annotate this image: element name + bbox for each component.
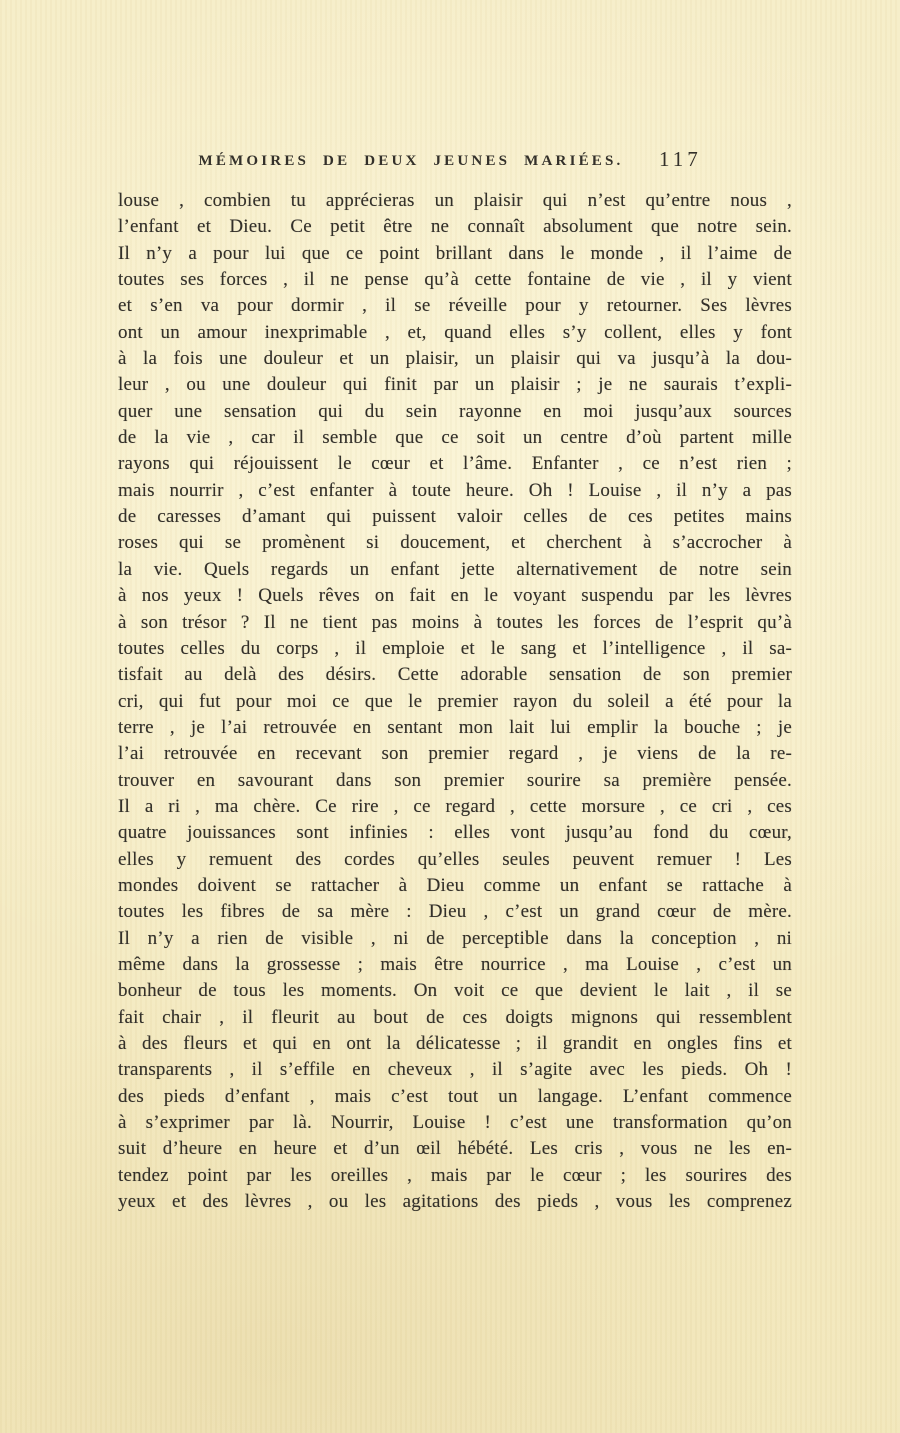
body-text-line: yeux et des lèvres , ou les agitations des pieds , vous les comprenez	[118, 1191, 792, 1213]
body-text-line: à son trésor ? Il ne tient pas moins à toutes les forces de l’esprit qu’à	[118, 611, 792, 633]
body-text-line: toutes les fibres de sa mère : Dieu , c’est un grand cœur de mère.	[118, 901, 792, 923]
body-text-line: mondes doivent se rattacher à Dieu comme un enfant se rattache à	[118, 874, 792, 896]
body-text-line: toutes ses forces , il ne pense qu’à cette fontaine de vie , il y vient	[118, 269, 792, 291]
body-text-line: même dans la grossesse ; mais être nourrice , ma Louise , c’est un	[118, 953, 792, 975]
body-text-line: roses qui se promènent si doucement, et cherchent à s’accrocher à	[118, 532, 792, 554]
body-text-line: suit d’heure en heure et d’un œil hébété. Les cris , vous ne les en-	[118, 1138, 792, 1160]
body-text-line: mais nourrir , c’est enfanter à toute heure. Oh ! Louise , il n’y a pas	[118, 479, 792, 501]
running-title: MÉMOIRES DE DEUX JEUNES MARIÉES.	[198, 153, 624, 169]
body-text-line: quer une sensation qui du sein rayonne en moi jusqu’aux sources	[118, 400, 792, 422]
body-text-line: terre , je l’ai retrouvée en sentant mon lait lui emplir la bouche ; je	[118, 716, 792, 738]
body-text-line: rayons qui réjouissent le cœur et l’âme. Enfanter , ce n’est rien ;	[118, 453, 792, 475]
body-text-line: l’ai retrouvée en recevant son premier regard , je viens de la re-	[118, 743, 792, 765]
body-text-line: transparents , il s’effile en cheveux , il s’agite avec les pieds. Oh !	[118, 1059, 792, 1081]
body-text-line: Il n’y a pour lui que ce point brillant dans le monde , il l’aime de	[118, 242, 792, 264]
body-text-line: la vie. Quels regards un enfant jette alternativement de notre sein	[118, 558, 792, 580]
body-text-line: à s’exprimer par là. Nourrir, Louise ! c’est une transformation qu’on	[118, 1112, 792, 1134]
body-text-line: à des fleurs et qui en ont la délicatesse ; il grandit en ongles fins et	[118, 1033, 792, 1054]
page-number: 117	[659, 147, 702, 171]
body-text-line: toutes celles du corps , il emploie et le sang et l’intelligence , il sa-	[118, 637, 792, 659]
body-text-line: quatre jouissances sont infinies : elles vont jusqu’au fond du cœur,	[118, 822, 792, 844]
body-text-line: tisfait au delà des désirs. Cette adorable sensation de son premier	[118, 664, 792, 686]
body-text-line: louse , combien tu apprécieras un plaisir qui n’est qu’entre nous ,	[118, 190, 792, 211]
page-header	[118, 149, 792, 179]
body-text-line: tendez point par les oreilles , mais par le cœur ; les sourires des	[118, 1164, 792, 1186]
body-text-line: des pieds d’enfant , mais c’est tout un langage. L’enfant commence	[118, 1085, 792, 1107]
body-text-line: bonheur de tous les moments. On voit ce que devient le lait , il se	[118, 980, 792, 1002]
body-text-line: de la vie , car il semble que ce soit un centre d’où partent mille	[118, 427, 792, 449]
body-text-line: l’enfant et Dieu. Ce petit être ne connaît absolument que notre sein.	[118, 216, 792, 238]
body-text-line: cri, qui fut pour moi ce que le premier rayon du soleil a été pour la	[118, 690, 792, 712]
body-text-line: ont un amour inexprimable , et, quand elles s’y collent, elles y font	[118, 321, 792, 343]
body-text-line: trouver en savourant dans son premier sourire sa première pensée.	[118, 769, 792, 791]
body-text-line: Il n’y a rien de visible , ni de perceptible dans la conception , ni	[118, 927, 792, 949]
body-text-line: Il a ri , ma chère. Ce rire , ce regard , cette morsure , ce cri , ces	[118, 795, 792, 817]
body-text-line: à la fois une douleur et un plaisir, un plaisir qui va jusqu’à la dou-	[118, 348, 792, 370]
body-text-line: fait chair , il fleurit au bout de ces doigts mignons qui ressemblent	[118, 1006, 792, 1028]
page-body-text	[118, 188, 792, 1215]
body-text-line: et s’en va pour dormir , il se réveille pour y retourner. Ses lèvres	[118, 295, 792, 317]
body-text-line: elles y remuent des cordes qu’elles seules peuvent remuer ! Les	[118, 848, 792, 870]
body-text-line: à nos yeux ! Quels rêves on fait en le voyant suspendu par les lèvres	[118, 585, 792, 607]
body-text-line: de caresses d’amant qui puissent valoir celles de ces petites mains	[118, 506, 792, 528]
body-text-line: leur , ou une douleur qui finit par un plaisir ; je ne saurais t’expli-	[118, 374, 792, 396]
